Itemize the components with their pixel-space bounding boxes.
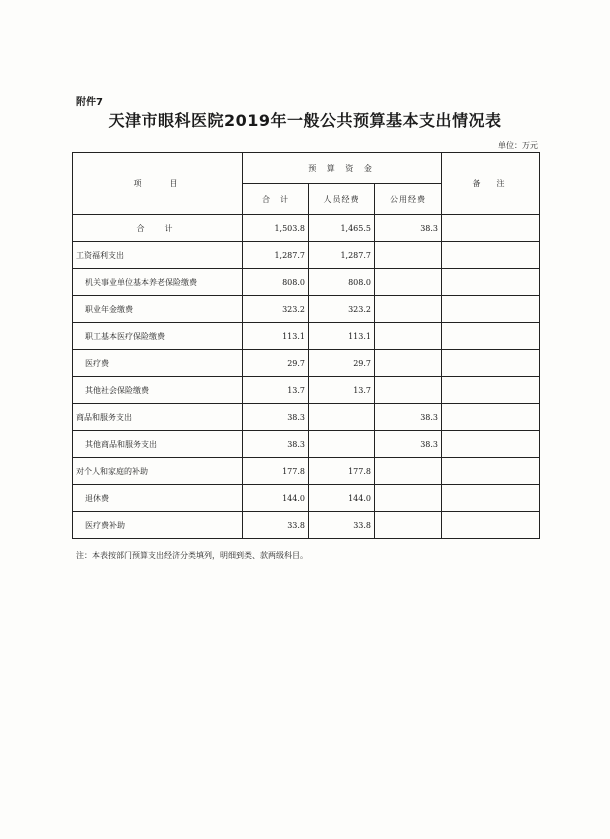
row-item: 工资福利支出 [73,242,243,269]
row-total: 29.7 [243,350,309,377]
row-total: 113.1 [243,323,309,350]
row-total: 1,287.7 [243,242,309,269]
row-total: 13.7 [243,377,309,404]
row-item: 机关事业单位基本养老保险缴费 [73,269,243,296]
row-item: 退休费 [73,485,243,512]
row-personnel [309,431,375,458]
row-public [375,458,442,485]
table-row [73,404,540,431]
table-row [73,269,540,296]
row-item: 其他商品和服务支出 [73,431,243,458]
row-public [375,323,442,350]
row-public [375,242,442,269]
page-title: 天津市眼科医院2019年一般公共预算基本支出情况表 [108,111,502,130]
row-total: 38.3 [243,431,309,458]
row-personnel: 29.7 [309,350,375,377]
row-remarks [442,350,540,377]
row-item: 商品和服务支出 [73,404,243,431]
header-remarks: 备 注 [442,153,540,215]
table-row-total [73,215,540,242]
row-item: 医疗费 [73,350,243,377]
row-public [375,269,442,296]
table-row [73,296,540,323]
row-item: 其他社会保险缴费 [73,377,243,404]
row-personnel: 33.8 [309,512,375,539]
row-personnel: 177.8 [309,458,375,485]
header-item: 项 目 [73,153,243,215]
row-remarks [442,458,540,485]
row-public [375,512,442,539]
row-item: 对个人和家庭的补助 [73,458,243,485]
row-personnel: 808.0 [309,269,375,296]
row-remarks [442,377,540,404]
row-total: 144.0 [243,485,309,512]
row-remarks [442,512,540,539]
row-personnel: 144.0 [309,485,375,512]
table-row [73,377,540,404]
table-row [73,242,540,269]
row-public: 38.3 [375,215,442,242]
row-item: 合 计 [73,215,243,242]
row-public [375,296,442,323]
budget-table [72,152,540,539]
unit-label: 单位：万元 [498,141,538,150]
row-personnel: 13.7 [309,377,375,404]
row-item: 医疗费补助 [73,512,243,539]
row-public [375,485,442,512]
attachment-label: 附件7 [76,97,103,108]
row-remarks [442,215,540,242]
table-row [73,431,540,458]
row-remarks [442,296,540,323]
table-row [73,458,540,485]
row-public: 38.3 [375,404,442,431]
table-row [73,512,540,539]
row-personnel [309,404,375,431]
row-remarks [442,485,540,512]
row-total: 38.3 [243,404,309,431]
row-personnel: 1,465.5 [309,215,375,242]
row-remarks [442,323,540,350]
row-public [375,350,442,377]
header-budget-funds: 预 算 资 金 [243,153,442,184]
row-total: 33.8 [243,512,309,539]
row-public [375,377,442,404]
row-personnel: 323.2 [309,296,375,323]
table-row [73,485,540,512]
row-item: 职业年金缴费 [73,296,243,323]
row-personnel: 1,287.7 [309,242,375,269]
header-public: 公用经费 [375,184,442,215]
table-row [73,350,540,377]
row-total: 323.2 [243,296,309,323]
row-personnel: 113.1 [309,323,375,350]
row-remarks [442,242,540,269]
row-public: 38.3 [375,431,442,458]
header-personnel: 人员经费 [309,184,375,215]
table-row [73,323,540,350]
row-remarks [442,269,540,296]
footnote: 注：本表按部门预算支出经济分类填列，明细到类、款两级科目。 [76,551,308,560]
row-total: 808.0 [243,269,309,296]
row-total: 177.8 [243,458,309,485]
row-item: 职工基本医疗保险缴费 [73,323,243,350]
row-remarks [442,431,540,458]
header-total: 合 计 [243,184,309,215]
row-total: 1,503.8 [243,215,309,242]
row-remarks [442,404,540,431]
